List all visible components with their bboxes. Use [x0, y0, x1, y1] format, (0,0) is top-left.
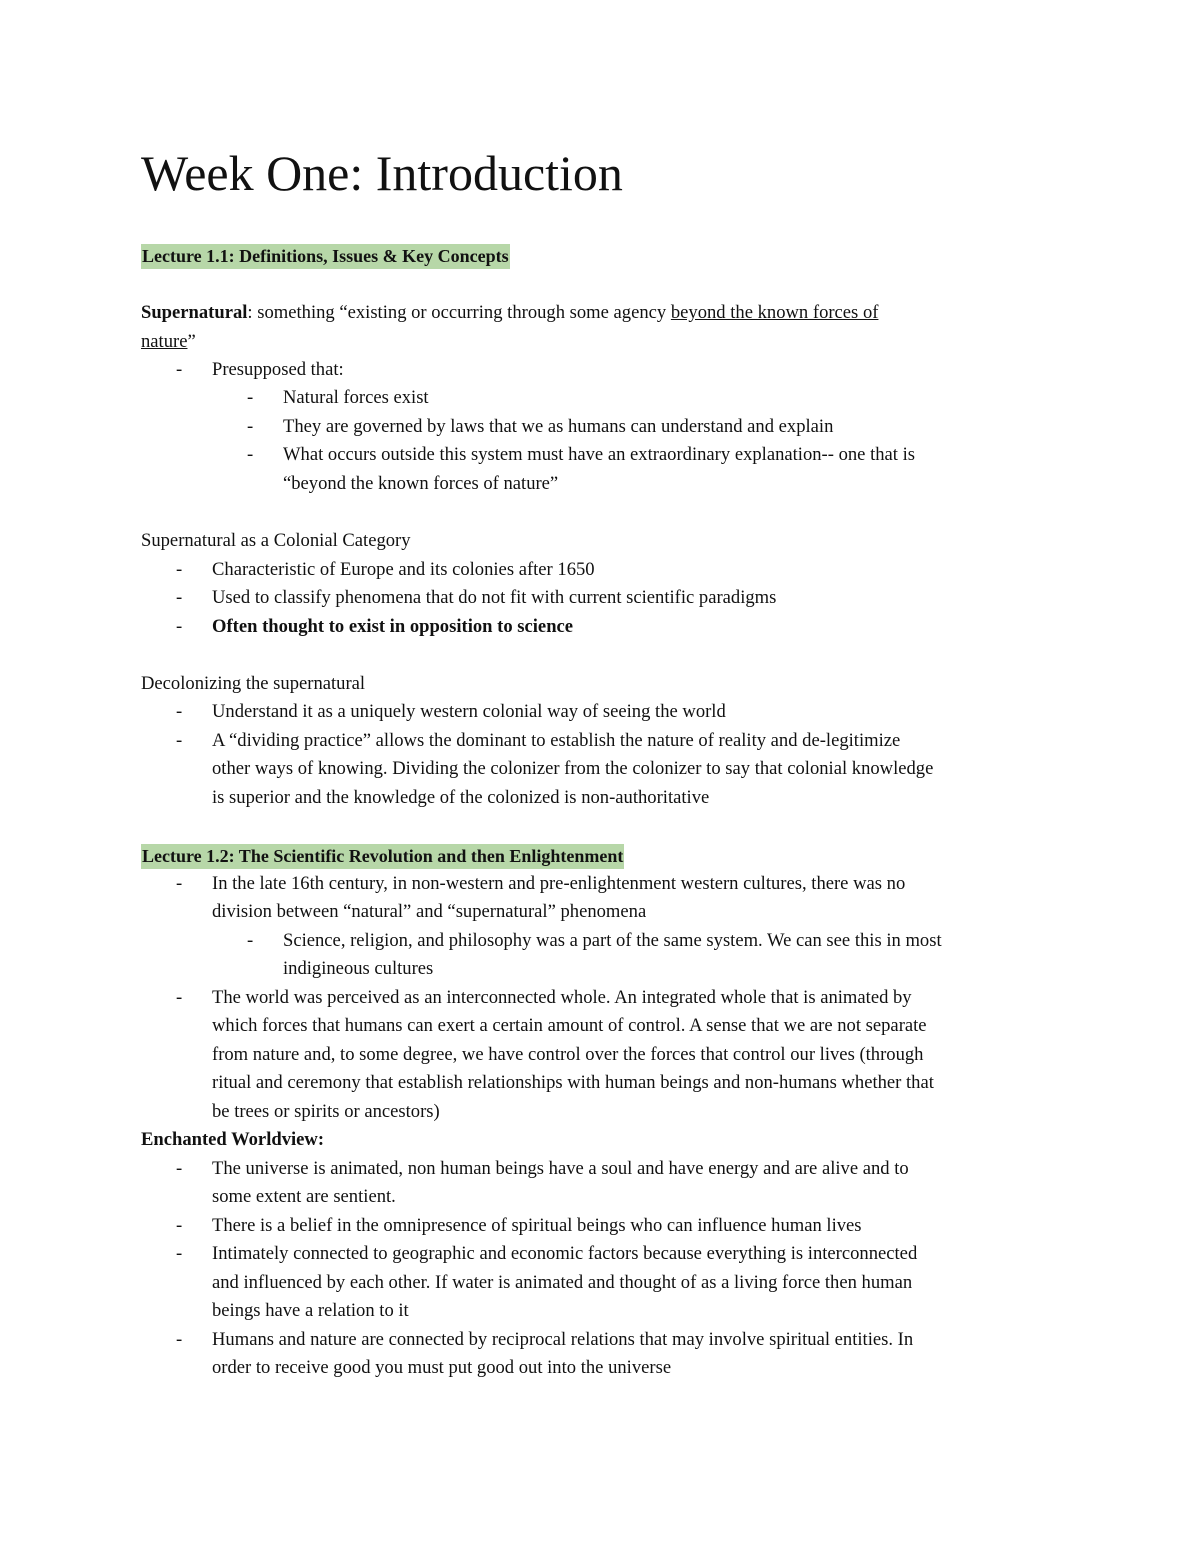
bullet-dash: -	[176, 873, 183, 894]
lecture-1-2-heading: Lecture 1.2: The Scientific Revolution and then Enlightenment	[141, 842, 624, 870]
bullet-dash: -	[176, 1158, 183, 1179]
list-item: Intimately connected to geographic and economic factors because everything is interconnected	[212, 1243, 918, 1264]
list-item-cont: is superior and the knowledge of the colonized is non-authoritative	[212, 787, 710, 808]
list-item: What occurs outside this system must have an extraordinary explanation-- one that is	[283, 444, 916, 465]
enchanted-worldview-heading: Enchanted Worldview:	[141, 1129, 325, 1150]
list-item: They are governed by laws that we as humans can understand and explain	[283, 416, 834, 437]
list-item: Science, religion, and philosophy was a part of the same system. We can see this in most	[283, 930, 942, 951]
list-item: Presupposed that:	[212, 359, 344, 380]
list-item-cont: ritual and ceremony that establish relationships with human beings and non-humans whether that	[212, 1072, 934, 1093]
list-item-cont: some extent are sentient.	[212, 1186, 396, 1207]
list-item-cont: “beyond the known forces of nature”	[283, 473, 559, 494]
bullet-dash: -	[176, 616, 183, 637]
list-item: The universe is animated, non human beings have a soul and have energy and are alive and to	[212, 1158, 909, 1179]
list-item: Characteristic of Europe and its colonies after 1650	[212, 559, 595, 580]
bullet-dash: -	[176, 730, 183, 751]
list-item-cont: be trees or spirits or ancestors)	[212, 1101, 440, 1122]
list-item: Humans and nature are connected by reciprocal relations that may involve spiritual entities. In	[212, 1329, 914, 1350]
supernatural-definition: Supernatural: something “existing or occurring through some agency beyond the known forces of	[141, 302, 879, 323]
list-item: In the late 16th century, in non-western and pre-enlightenment western cultures, there was no	[212, 873, 906, 894]
list-item-cont: division between “natural” and “supernatural” phenomena	[212, 901, 647, 922]
list-item: There is a belief in the omnipresence of spiritual beings who can influence human lives	[212, 1215, 862, 1236]
bullet-dash: -	[176, 701, 183, 722]
section-heading: Decolonizing the supernatural	[141, 673, 366, 694]
bullet-dash: -	[176, 559, 183, 580]
bullet-dash: -	[176, 1329, 183, 1350]
list-item: Understand it as a uniquely western colonial way of seeing the world	[212, 701, 726, 722]
bullet-dash: -	[176, 587, 183, 608]
page-title: Week One: Introduction	[141, 145, 623, 201]
list-item-cont: beings have a relation to it	[212, 1300, 409, 1321]
list-item-cont: indigineous cultures	[283, 958, 434, 979]
list-item: The world was perceived as an interconnected whole. An integrated whole that is animated by	[212, 987, 912, 1008]
list-item: Natural forces exist	[283, 387, 429, 408]
bullet-dash: -	[247, 444, 254, 465]
list-item-cont: other ways of knowing. Dividing the colonizer from the colonizer to say that colonial knowledge	[212, 758, 934, 779]
bullet-dash: -	[247, 930, 254, 951]
definition-term: Supernatural	[141, 302, 248, 323]
lecture-1-1-heading: Lecture 1.1: Definitions, Issues & Key Concepts	[141, 242, 510, 270]
list-item-bold: Often thought to exist in opposition to science	[212, 616, 574, 637]
list-item: A “dividing practice” allows the dominant to establish the nature of reality and de-legitimize	[212, 730, 901, 751]
bullet-dash: -	[176, 359, 183, 380]
bullet-dash: -	[176, 1243, 183, 1264]
list-item-cont: from nature and, to some degree, we have control over the forces that control our lives (through	[212, 1044, 924, 1065]
list-item: Used to classify phenomena that do not fit with current scientific paradigms	[212, 587, 777, 608]
bullet-dash: -	[176, 1215, 183, 1236]
bullet-dash: -	[176, 987, 183, 1008]
list-item-cont: which forces that humans can exert a certain amount of control. A sense that we are not separate	[212, 1015, 927, 1036]
bullet-dash: -	[247, 416, 254, 437]
list-item-cont: order to receive good you must put good out into the universe	[212, 1357, 672, 1378]
supernatural-definition-cont: nature”	[141, 331, 196, 352]
bullet-dash: -	[247, 387, 254, 408]
list-item-cont: and influenced by each other. If water is animated and thought of as a living force then human	[212, 1272, 913, 1293]
section-heading: Supernatural as a Colonial Category	[141, 530, 411, 551]
